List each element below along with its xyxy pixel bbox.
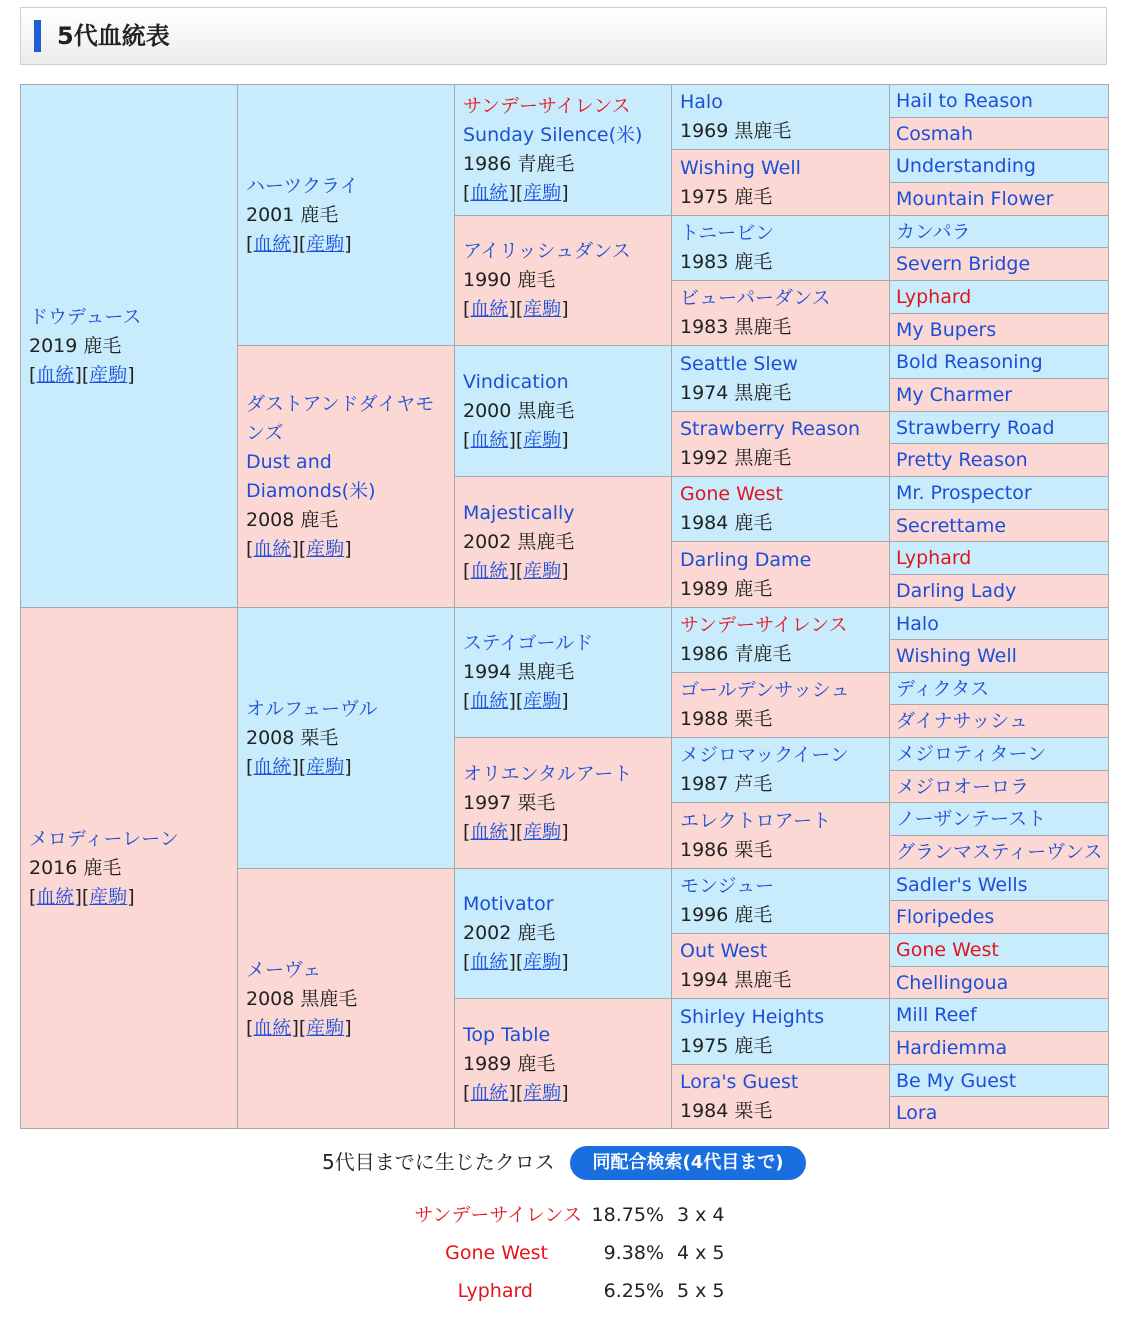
- cross-row: [0, 1202, 760, 1228]
- horse-name-link[interactable]: Floripedes: [896, 906, 995, 928]
- horse-birth-color: 2000 黒鹿毛: [463, 399, 575, 422]
- pedigree-cell-gen2: [238, 85, 455, 346]
- horse-links: [血統][産駒]: [246, 232, 352, 255]
- pedigree-cell-gen3: [455, 999, 672, 1129]
- horse-name-link[interactable]: オルフェーヴル: [246, 697, 378, 720]
- pedigree-table: [20, 84, 1109, 1129]
- horse-name-link[interactable]: Halo: [896, 612, 939, 635]
- horse-birth-color: 1994 黒鹿毛: [680, 969, 792, 991]
- pedigree-cell-gen4: [672, 346, 890, 412]
- horse-name-link[interactable]: Lora: [896, 1102, 938, 1124]
- horse-name-link[interactable]: メロディーレーン: [29, 828, 179, 850]
- horse-birth-color: 1994 黒鹿毛: [463, 661, 575, 683]
- pedigree-cell-gen4: [672, 1065, 890, 1129]
- horse-links: [血統][産駒]: [246, 537, 352, 560]
- horse-name-link[interactable]: Top Table: [463, 1023, 551, 1046]
- pedigree-cell-gen4: [672, 477, 890, 542]
- horse-birth-color: 1975 鹿毛: [680, 185, 773, 208]
- horse-name-link[interactable]: Cosmah: [896, 122, 973, 145]
- cross-percent: 9.38%: [603, 1242, 664, 1264]
- horse-birth-color: 1989 鹿毛: [463, 1052, 556, 1075]
- horse-name-link[interactable]: Bold Reasoning: [896, 351, 1043, 373]
- pedigree-cell-gen5: [890, 705, 1109, 738]
- horse-name-link[interactable]: Strawberry Road: [896, 416, 1055, 439]
- horse-name-link[interactable]: Out West: [680, 940, 768, 962]
- horse-name-link[interactable]: サンデーサイレンス: [463, 95, 631, 117]
- horse-name-link[interactable]: Halo: [680, 91, 723, 113]
- horse-name-link[interactable]: Shirley Heights: [680, 1005, 825, 1028]
- horse-name-link[interactable]: Chellingoua: [896, 971, 1009, 994]
- horse-name-link[interactable]: Wishing Well: [680, 156, 801, 179]
- horse-birth-color: 2008 鹿毛: [246, 508, 339, 531]
- cross-percent: 6.25%: [603, 1280, 664, 1302]
- horse-name-link[interactable]: Hail to Reason: [896, 90, 1033, 112]
- horse-links: [血統][産駒]: [463, 690, 569, 712]
- pedigree-cell-gen4: [672, 673, 890, 738]
- horse-name-link[interactable]: ゴールデンサッシュ: [680, 679, 850, 701]
- horse-name-link[interactable]: ダイナサッシュ: [896, 710, 1028, 732]
- horse-links: [血統][産駒]: [29, 363, 135, 386]
- horse-name-link[interactable]: Darling Dame: [680, 548, 812, 571]
- cross-percent: 18.75%: [591, 1204, 664, 1226]
- pedigree-cell-gen5: [890, 477, 1109, 510]
- pedigree-cell-gen5: [890, 150, 1109, 183]
- horse-birth-color: 2019 鹿毛: [29, 334, 122, 357]
- pedigree-cell-gen5: [890, 281, 1109, 314]
- horse-name-link[interactable]: ディクタス: [896, 677, 990, 700]
- pedigree-cell-gen5: [890, 379, 1109, 412]
- offspring-link[interactable]: 産駒: [523, 182, 562, 204]
- pedigree-cell-gen1: [21, 85, 238, 608]
- horse-links: [血統][産駒]: [463, 559, 569, 582]
- horse-name-link[interactable]: Wishing Well: [896, 645, 1017, 667]
- horse-name-link[interactable]: Lyphard: [896, 286, 972, 308]
- horse-name-link[interactable]: オリエンタルアート: [463, 762, 633, 785]
- bloodline-link[interactable]: 血統: [470, 690, 509, 712]
- pedigree-cell-gen5: [890, 640, 1109, 673]
- cross-label: 5代目までに生じたクロス: [322, 1150, 555, 1174]
- horse-birth-color: 1986 青鹿毛: [463, 153, 575, 175]
- horse-name-link[interactable]: Vindication: [463, 370, 569, 393]
- horse-birth-color: 1975 鹿毛: [680, 1034, 773, 1057]
- horse-name-link[interactable]: Lora's Guest: [680, 1071, 799, 1093]
- pedigree-cell-gen5: [890, 118, 1109, 150]
- horse-birth-color: 2002 鹿毛: [463, 922, 556, 944]
- pedigree-cell-gen4: [672, 738, 890, 803]
- pedigree-cell-gen5: [890, 934, 1109, 967]
- same-mating-search-button[interactable]: 同配合検索(4代目まで): [570, 1146, 806, 1180]
- offspring-link[interactable]: 産駒: [306, 755, 345, 778]
- pedigree-cell-gen5: [890, 85, 1109, 118]
- pedigree-cell-gen4: [672, 934, 890, 999]
- pedigree-cell-gen5: [890, 575, 1109, 608]
- horse-links: [血統][産駒]: [29, 886, 135, 908]
- horse-name-link[interactable]: Pretty Reason: [896, 449, 1028, 471]
- pedigree-cell-gen1: [21, 608, 238, 1129]
- horse-links: [血統][産駒]: [463, 820, 569, 843]
- bloodline-link[interactable]: 血統: [470, 951, 509, 973]
- bloodline-link[interactable]: 血統: [470, 182, 509, 204]
- horse-name-link[interactable]: ドウデュース: [29, 305, 142, 328]
- pedigree-cell-gen5: [890, 836, 1109, 869]
- pedigree-cell-gen5: [890, 1097, 1109, 1129]
- horse-name-link[interactable]: Lyphard: [896, 547, 972, 569]
- horse-birth-color: 1983 黒鹿毛: [680, 316, 792, 338]
- bloodline-link[interactable]: 血統: [253, 755, 292, 778]
- offspring-link[interactable]: 産駒: [523, 690, 562, 712]
- pedigree-cell-gen4: [672, 869, 890, 934]
- pedigree-cell-gen2: [238, 608, 455, 869]
- horse-name-english-link[interactable]: Sunday Silence(米): [463, 124, 643, 146]
- pedigree-cell-gen4: [672, 803, 890, 869]
- offspring-link[interactable]: 産駒: [306, 1016, 345, 1039]
- horse-birth-color: 1990 鹿毛: [463, 269, 556, 291]
- horse-name-link[interactable]: Mr. Prospector: [896, 482, 1032, 504]
- pedigree-cell-gen4: [672, 412, 890, 477]
- cross-horse-link[interactable]: Lyphard: [457, 1280, 533, 1302]
- pedigree-cell-gen5: [890, 183, 1109, 216]
- horse-birth-color: 2001 鹿毛: [246, 203, 339, 226]
- pedigree-cell-gen3: [455, 608, 672, 738]
- horse-birth-color: 2008 黒鹿毛: [246, 987, 358, 1010]
- horse-birth-color: 2008 栗毛: [246, 726, 339, 749]
- pedigree-cell-gen5: [890, 412, 1109, 444]
- horse-name-link[interactable]: Be My Guest: [896, 1069, 1017, 1092]
- horse-name-link[interactable]: Majestically: [463, 501, 575, 524]
- cross-generations: 5 x 5: [677, 1280, 725, 1302]
- horse-birth-color: 1988 栗毛: [680, 708, 773, 730]
- offspring-link[interactable]: 産駒: [523, 951, 562, 973]
- horse-birth-color: 1986 栗毛: [680, 838, 773, 861]
- horse-birth-color: 1996 鹿毛: [680, 904, 773, 926]
- pedigree-cell-gen5: [890, 738, 1109, 771]
- pedigree-cell-gen4: [672, 542, 890, 608]
- pedigree-cell-gen5: [890, 771, 1109, 803]
- bloodline-link[interactable]: 血統: [470, 820, 509, 843]
- offspring-link[interactable]: 産駒: [523, 559, 562, 582]
- pedigree-cell-gen5: [890, 803, 1109, 836]
- horse-name-link[interactable]: ステイゴールド: [463, 632, 594, 654]
- pedigree-cell-gen3: [455, 346, 672, 477]
- horse-name-link[interactable]: Secrettame: [896, 514, 1007, 537]
- horse-birth-color: 1986 青鹿毛: [680, 643, 792, 665]
- pedigree-cell-gen5: [890, 999, 1109, 1032]
- horse-name-link[interactable]: Mill Reef: [896, 1004, 977, 1026]
- horse-name-link[interactable]: Motivator: [463, 893, 554, 915]
- bloodline-link[interactable]: 血統: [253, 1016, 292, 1039]
- bloodline-link[interactable]: 血統: [253, 232, 292, 255]
- horse-birth-color: 1974 黒鹿毛: [680, 381, 792, 404]
- bloodline-link[interactable]: 血統: [470, 428, 509, 451]
- offspring-link[interactable]: 産駒: [89, 886, 128, 908]
- pedigree-cell-gen3: [455, 869, 672, 999]
- pedigree-cell-gen4: [672, 281, 890, 346]
- horse-name-link[interactable]: Mountain Flower: [896, 188, 1054, 210]
- horse-name-link[interactable]: My Bupers: [896, 318, 997, 341]
- horse-name-english-link[interactable]: Dust and Diamonds(米): [246, 450, 376, 502]
- horse-name-link[interactable]: Seattle Slew: [680, 352, 798, 375]
- horse-name-link[interactable]: Gone West: [680, 483, 783, 505]
- pedigree-cell-gen4: [672, 85, 890, 150]
- pedigree-cell-gen5: [890, 901, 1109, 934]
- pedigree-cell-gen5: [890, 346, 1109, 379]
- offspring-link[interactable]: 産駒: [306, 232, 345, 255]
- horse-birth-color: 1969 黒鹿毛: [680, 120, 792, 142]
- bloodline-link[interactable]: 血統: [470, 559, 509, 582]
- pedigree-cell-gen5: [890, 542, 1109, 575]
- offspring-link[interactable]: 産駒: [523, 428, 562, 451]
- horse-birth-color: 1984 栗毛: [680, 1100, 773, 1122]
- bloodline-link[interactable]: 血統: [470, 1081, 509, 1104]
- horse-name-link[interactable]: ハーツクライ: [246, 174, 359, 197]
- cross-row: [0, 1240, 760, 1266]
- bloodline-link[interactable]: 血統: [36, 363, 75, 386]
- pedigree-cell-gen5: [890, 608, 1109, 640]
- offspring-link[interactable]: 産駒: [523, 1081, 562, 1104]
- horse-name-link[interactable]: メジロマックイーン: [680, 744, 849, 766]
- horse-links: [血統][産駒]: [463, 298, 569, 320]
- bloodline-link[interactable]: 血統: [470, 298, 509, 320]
- pedigree-cell-gen2: [238, 346, 455, 608]
- horse-links: [血統][産駒]: [463, 951, 569, 973]
- horse-name-link[interactable]: メーヴェ: [246, 958, 322, 981]
- offspring-link[interactable]: 産駒: [523, 820, 562, 843]
- horse-name-link[interactable]: Hardiemma: [896, 1037, 1008, 1059]
- bloodline-link[interactable]: 血統: [253, 537, 292, 560]
- horse-name-link[interactable]: Sadler's Wells: [896, 873, 1028, 896]
- bloodline-link[interactable]: 血統: [36, 886, 75, 908]
- pedigree-cell-gen5: [890, 1032, 1109, 1065]
- pedigree-cell-gen3: [455, 85, 672, 216]
- horse-birth-color: 1997 栗毛: [463, 791, 556, 814]
- pedigree-cell-gen4: [672, 216, 890, 281]
- page-title: 5代血統表: [57, 22, 170, 50]
- pedigree-cell-gen5: [890, 248, 1109, 281]
- pedigree-cell-gen4: [672, 999, 890, 1065]
- cross-horse-link[interactable]: サンデーサイレンス: [414, 1204, 582, 1226]
- horse-links: [血統][産駒]: [463, 428, 569, 451]
- horse-name-link[interactable]: Darling Lady: [896, 580, 1017, 602]
- horse-name-link[interactable]: Strawberry Reason: [680, 418, 861, 440]
- horse-name-link[interactable]: グランマスティーヴンス: [896, 841, 1103, 863]
- horse-links: [血統][産駒]: [463, 182, 569, 204]
- offspring-link[interactable]: 産駒: [306, 537, 345, 560]
- pedigree-cell-gen5: [890, 314, 1109, 346]
- pedigree-cell-gen5: [890, 444, 1109, 477]
- cross-generations: 3 x 4: [677, 1204, 725, 1226]
- horse-name-link[interactable]: モンジュー: [680, 875, 775, 897]
- cross-row: [0, 1278, 760, 1304]
- horse-name-link[interactable]: サンデーサイレンス: [680, 614, 848, 636]
- horse-links: [血統][産駒]: [246, 755, 352, 778]
- offspring-link[interactable]: 産駒: [523, 298, 562, 320]
- pedigree-cell-gen5: [890, 967, 1109, 999]
- horse-birth-color: 2016 鹿毛: [29, 857, 122, 879]
- horse-links: [血統][産駒]: [246, 1016, 352, 1039]
- cross-horse-link[interactable]: Gone West: [445, 1242, 548, 1264]
- pedigree-cell-gen5: [890, 216, 1109, 248]
- pedigree-cell-gen4: [672, 608, 890, 673]
- horse-name-link[interactable]: トニービン: [680, 222, 775, 244]
- horse-name-link[interactable]: メジロティターン: [896, 743, 1047, 765]
- horse-name-link[interactable]: アイリッシュダンス: [463, 240, 631, 262]
- pedigree-cell-gen3: [455, 477, 672, 608]
- pedigree-cell-gen5: [890, 869, 1109, 901]
- horse-birth-color: 1992 黒鹿毛: [680, 447, 792, 469]
- horse-name-link[interactable]: カンパラ: [896, 220, 971, 243]
- horse-name-link[interactable]: Understanding: [896, 155, 1036, 177]
- horse-name-link[interactable]: エレクトロアート: [680, 809, 832, 832]
- horse-name-link[interactable]: My Charmer: [896, 384, 1013, 406]
- horse-birth-color: 1984 鹿毛: [680, 512, 773, 534]
- horse-name-link[interactable]: Gone West: [896, 939, 999, 961]
- pedigree-cell-gen5: [890, 1065, 1109, 1097]
- pedigree-cell-gen5: [890, 510, 1109, 542]
- horse-name-link[interactable]: ビューパーダンス: [680, 287, 831, 309]
- horse-name-link[interactable]: ダストアンドダイヤモンズ: [246, 392, 435, 444]
- horse-birth-color: 1983 鹿毛: [680, 251, 773, 273]
- header-accent-bar: [34, 20, 41, 52]
- horse-name-link[interactable]: Severn Bridge: [896, 253, 1031, 275]
- pedigree-cell-gen3: [455, 216, 672, 346]
- horse-links: [血統][産駒]: [463, 1081, 569, 1104]
- offspring-link[interactable]: 産駒: [89, 363, 128, 386]
- horse-birth-color: 1987 芦毛: [680, 773, 773, 795]
- cross-generations: 4 x 5: [677, 1242, 725, 1264]
- pedigree-cell-gen3: [455, 738, 672, 869]
- pedigree-cell-gen2: [238, 869, 455, 1129]
- horse-birth-color: 2002 黒鹿毛: [463, 530, 575, 553]
- horse-birth-color: 1989 鹿毛: [680, 577, 773, 600]
- horse-name-link[interactable]: ノーザンテースト: [896, 808, 1047, 830]
- horse-name-link[interactable]: メジロオーロラ: [896, 775, 1030, 798]
- pedigree-cell-gen4: [672, 150, 890, 216]
- section-header: [20, 7, 1107, 65]
- pedigree-cell-gen5: [890, 673, 1109, 705]
